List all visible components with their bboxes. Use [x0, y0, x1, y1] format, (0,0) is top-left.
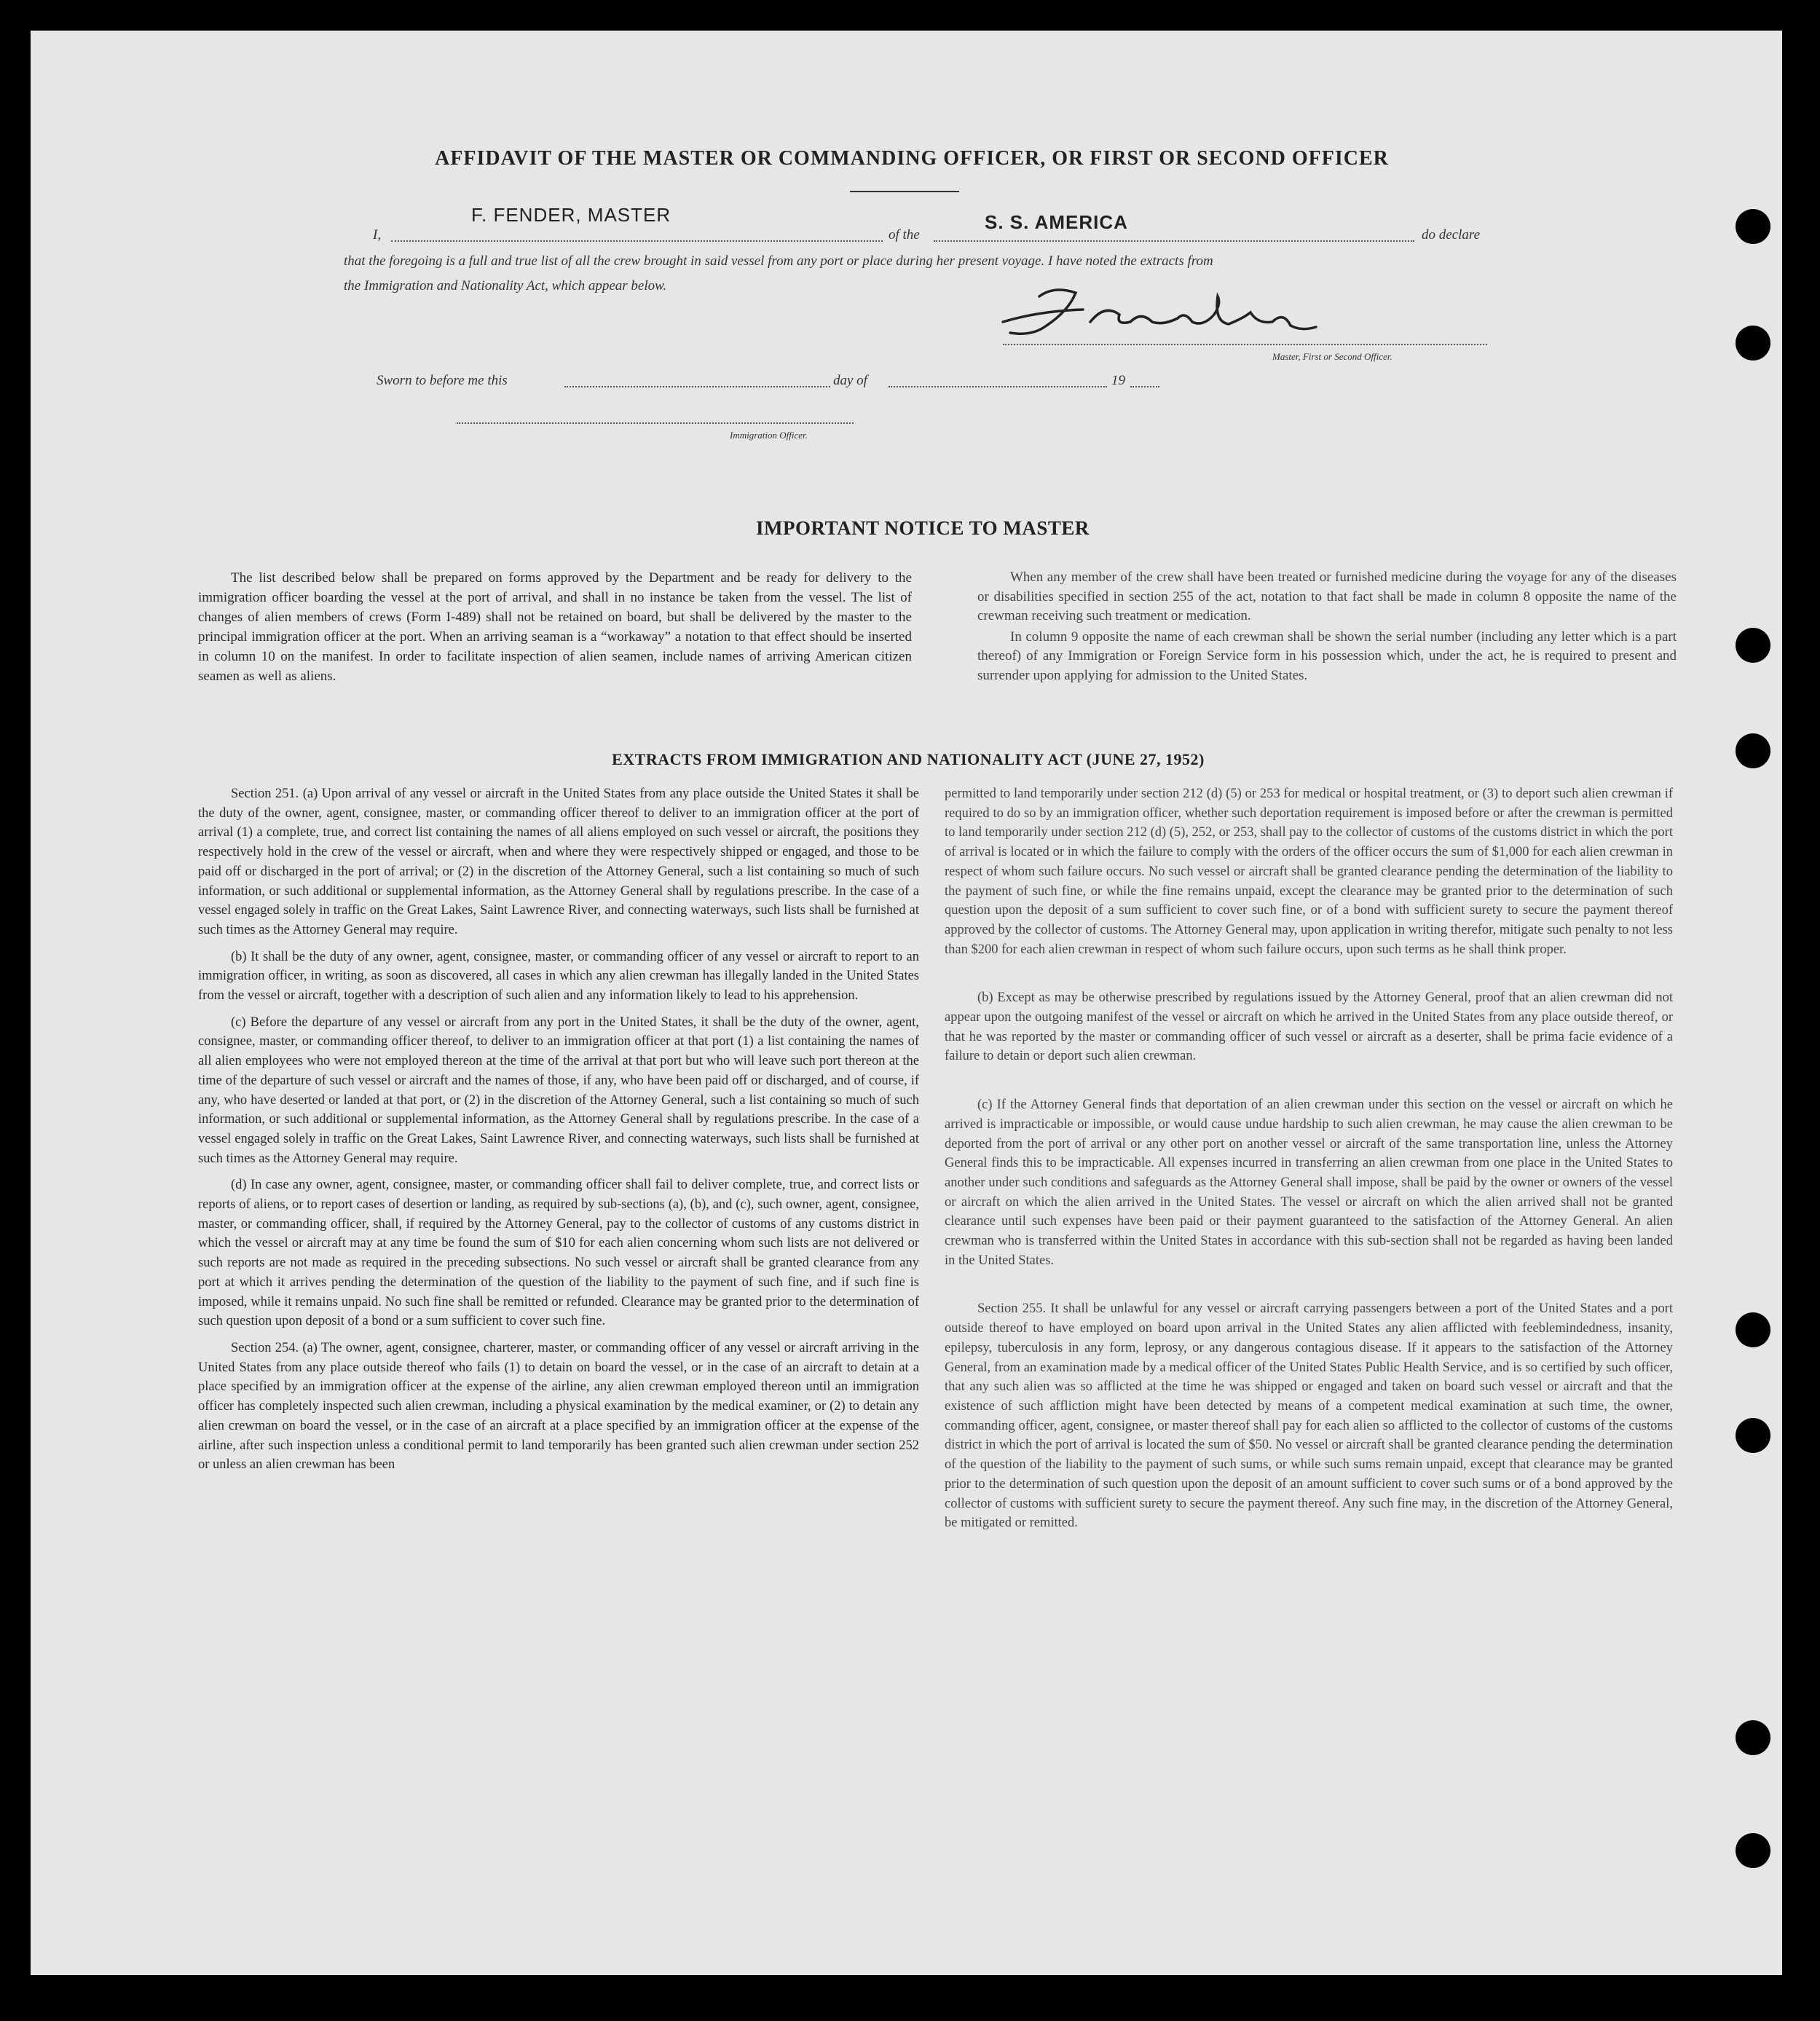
section-254-c: (c) If the Attorney General finds that deportation of an alien crewman under this section on the vessel or aircraft on which he arrived is impracticable or impossible, or would cause undue hardship to such alien crewman, he may cause the alien crewman to be deported from the port of arrival or any other port on another vessel or aircraft of the same transportation line, unless the Attorney General finds this to be impracticable. All expenses incurred in transferring an alien crewman from one place in the United States to another under such conditions and safeguards as the Attorney General shall impose, shall be paid by the owner or owners of the vessel or aircraft on which the alien arrived in the United States. The vessel or aircraft on which the alien arrived shall not be granted clearance until such expenses have been paid or their payment guaranteed to the satisfaction of the Attorney General. An alien crewman who is transferred within the United States in accordance with this sub-section shall not be regarded as having been landed in the United States.	[945, 1098, 1673, 1268]
line1-prefix: I,	[373, 227, 382, 243]
name-line	[391, 240, 883, 242]
binder-hole	[1736, 326, 1770, 361]
vessel-line	[934, 240, 1414, 242]
master-name: F. FENDER, MASTER	[471, 204, 671, 226]
signature-graphic	[996, 282, 1360, 347]
section-254-a: Section 254. (a) The owner, agent, consignee, charterer, master, or commanding officer of any vessel or aircraft arriving in the United States from any place outside thereof who fails (1) to detain on board the vessel, or in the case of an aircraft to detain at a place specified by an immigration officer at the expense of the airline, any alien crewman employed thereon until an immigration officer has completely inspected such alien crewman, including a physical examination by the medical examiner, or (2) to detain any alien crewman on board the vessel, or in the case of an aircraft at a place specified by an immigration officer at the expense of the airline, after such inspection unless a conditional permit to land temporarily has been granted such alien crewman under section 252 or unless an alien crewman has been	[198, 1340, 919, 1473]
year-line	[1130, 386, 1159, 387]
notice-title: IMPORTANT NOTICE TO MASTER	[756, 517, 1090, 539]
section-251-d: (d) In case any owner, agent, consignee, master, or commanding officer shall fail to deliver complete, true, and correct lists or reports of aliens, or to report cases of desertion or landing, as required by sub-sections (a), (b), and (c), such owner, agent, consignee, master, or commanding officer, shall, if required by the Attorney General, pay to the collector of customs of any customs district in which the vessel or aircraft may at any time be found the sum of $10 for each alien concerning whom such lists are not delivered or such reports are not made as required in the preceding subsections. No such vessel or aircraft shall be granted clearance from any port at which it arrives pending the determination of the question of the liability to the payment of such fine, and if such fine is imposed, while it remains unpaid. No such fine shall be remitted or refunded. Clearance may be granted prior to the determination of such question upon deposit of a bond or a sum sufficient to cover such fine.	[198, 1178, 919, 1329]
affidavit-title: AFFIDAVIT OF THE MASTER OR COMMANDING OFFICER, OR FIRST OR SECOND OFFICER	[435, 147, 1389, 170]
notice-right-column	[977, 568, 1677, 693]
extracts-left-column	[198, 784, 919, 1482]
notice-left-paragraph: The list described below shall be prepared on forms approved by the Department and be ready for delivery to the immigration officer boarding the vessel at the port of arrival, and shall in no instance be taken from the vessel. The list of changes of alien members of crews (Form I-489) shall not be retained on board, but shall be delivered by the master to the principal immigration officer at the port. When an arriving seaman is a “workaway” a notation to that effect should be inserted in column 10 on the manifest. In order to facilitate inspection of alien seamen, include names of arriving American citizen seamen as well as aliens.	[198, 570, 912, 684]
signature	[996, 282, 1360, 347]
section-254-a-continued: permitted to land temporarily under section 212 (d) (5) or 253 for medical or hospital treatment, or (3) to deport such alien crewman if required to do so by an immigration officer, whether such deportation requirement is imposed before or after the crewman is permitted to land temporarily under section 212 (d) (5), 252, or 253, shall pay to the collector of customs of the customs district in which the port of arrival is located or in which the failure to comply with the orders of the officer occurs the sum of $1,000 for each alien crewman in respect of whom such failure occurs. No such vessel or aircraft shall be granted clearance pending the determination of the liability to the payment of such fine, or while the fine remains unpaid, except the clearance may be granted prior to the determination of such question upon the deposit of a sum sufficient to cover such fine, or of a bond with sufficient surety to secure the payment thereof approved by the collector of customs. The Attorney General may, upon application in writing therefor, mitigate such penalty to not less than $200 for each alien crewman in respect of whom such failure occurs, upon such terms as he shall think proper.	[945, 787, 1673, 957]
binder-hole	[1736, 1720, 1770, 1755]
section-254-b: (b) Except as may be otherwise prescribed by regulations issued by the Attorney General, proof that an alien crewman did not appear upon the outgoing manifest of the vessel or aircraft on which he arrived in the United States from any place outside thereof, or that he was reported by the master or commanding officer of such vessel or aircraft as a deserter, shall be prima facie evidence of a failure to detain or deport such alien crewman.	[945, 990, 1673, 1064]
binder-hole	[1736, 1312, 1770, 1347]
sworn-day-line	[564, 386, 856, 387]
sworn-month-line	[889, 386, 1107, 387]
document-page	[31, 31, 1782, 1975]
of-the-label: of the	[889, 227, 920, 243]
binder-hole	[1736, 209, 1770, 244]
day-of-label: day of	[830, 373, 870, 389]
extracts-right-column	[945, 784, 1673, 1540]
binder-hole	[1736, 1833, 1770, 1868]
immigration-officer-caption: Immigration Officer.	[730, 430, 808, 441]
extracts-title: EXTRACTS FROM IMMIGRATION AND NATIONALITY ACT (JUNE 27, 1952)	[612, 750, 1205, 768]
binder-hole	[1736, 1418, 1770, 1453]
vessel-name: S. S. AMERICA	[985, 211, 1128, 233]
sworn-label: Sworn to before me this	[377, 373, 508, 388]
binder-hole	[1736, 733, 1770, 768]
officer-line	[457, 422, 854, 424]
section-251-c: (c) Before the departure of any vessel or aircraft from any port in the United States, it shall be the duty of the owner, agent, consignee, master, or commanding officer thereof, to deliver to an immigration officer at that port (1) a list containing the names of all alien employees who were not employed thereon at the time of the arrival at that port but who will leave such port thereon at the time of the departure of such vessel or aircraft and the names of those, if any, who have been paid off or discharged, and of course, if any, who have deserted or landed at that port, or (2) in the discretion of the Attorney General, such a list containing so much of such information, or such additional or supplemental information, as the Attorney General shall by regulations prescribe. In the case of a vessel engaged solely in traffic on the Great Lakes, Saint Lawrence River, and connecting waterways, such lists shall be furnished at such times as the Attorney General may require.	[198, 1015, 919, 1166]
section-251-b: (b) It shall be the duty of any owner, agent, consignee, master, or commanding officer of any vessel or aircraft to report to an immigration officer, in writing, as soon as discovered, all cases in which any alien crewman has illegally landed in the United States from the vessel or aircraft, together with a description of such alien and any information likely to lead to his apprehension.	[198, 949, 919, 1004]
title-rule	[850, 191, 959, 192]
section-251-a: Section 251. (a) Upon arrival of any vessel or aircraft in the United States from any place outside the United States it shall be the duty of the owner, agent, consignee, master, or commanding officer thereof to deliver to an immigration officer at the port of arrival (1) a complete, true, and correct list containing the names of all aliens employed on such vessel or aircraft, the positions they respectively hold in the crew of the vessel or aircraft, when and where they were respectively shipped or engaged, and those to be paid off or discharged in the port of arrival; or (2) in the discretion of the Attorney General, such a list containing so much of such information, or such additional or supplemental information, as the Attorney General shall by regulations prescribe. In the case of a vessel engaged solely in traffic on the Great Lakes, Saint Lawrence River, and connecting waterways, such lists shall be furnished at such times as the Attorney General may require.	[198, 787, 919, 937]
notice-right-paragraph-1: When any member of the crew shall have been treated or furnished medicine during the voyage for any of the diseases or disabilities specified in section 255 of the act, notation to that fact shall be made in column 8 opposite the name of the crewman receiving such treatment or medication.	[977, 570, 1677, 623]
year-prefix: 19	[1111, 373, 1125, 388]
signature-caption: Master, First or Second Officer.	[1272, 351, 1392, 362]
notice-right-paragraph-2: In column 9 opposite the name of each crewman shall be shown the serial number (including any letter which is a part thereof) of any Immigration or Foreign Service form in his possession which, under the act, he is required to present and surrender upon applying for admission to the United States.	[977, 629, 1677, 683]
binder-hole	[1736, 628, 1770, 663]
declaration-line2: that the foregoing is a full and true list of all the crew brought in said vessel from any port or place during her present voyage. I have noted the extracts from	[344, 253, 1213, 269]
section-255: Section 255. It shall be unlawful for any vessel or aircraft carrying passengers between a port of the United States and a port outside thereof to have employed on board upon arrival in the United States any alien afflicted with feeblemindedness, insanity, epilepsy, tuberculosis in any form, leprosy, or any dangerous contagious disease. If it appears to the satisfaction of the Attorney General, from an examination made by a medical officer of the United States Public Health Service, and is so certified by such officer, that any such alien was so afflicted at the time he was shipped or engaged and taken on board such vessel or aircraft and that the existence of such affliction might have been detected by means of a competent medical examination at such time, the owner, commanding officer, agent, consignee, or master thereof shall pay for each alien so afflicted to the collector of customs of the customs district in which the port of arrival is located the sum of $50. No vessel or aircraft shall be granted clearance pending the determination of the question of the liability to the payment of such sums, or while such sums remain unpaid, except that clearance may be granted prior to the determination of such question upon the deposit of an amount sufficient to cover such sums or of a bond approved by the collector of customs with sufficient surety to secure the payment thereof. Any such fine may, in the discretion of the Attorney General, be mitigated or remitted.	[945, 1301, 1673, 1531]
do-declare-label: do declare	[1422, 227, 1481, 243]
declaration-line3: the Immigration and Nationality Act, which appear below.	[344, 278, 667, 294]
signature-line	[1003, 344, 1487, 345]
notice-left-column	[198, 568, 912, 693]
